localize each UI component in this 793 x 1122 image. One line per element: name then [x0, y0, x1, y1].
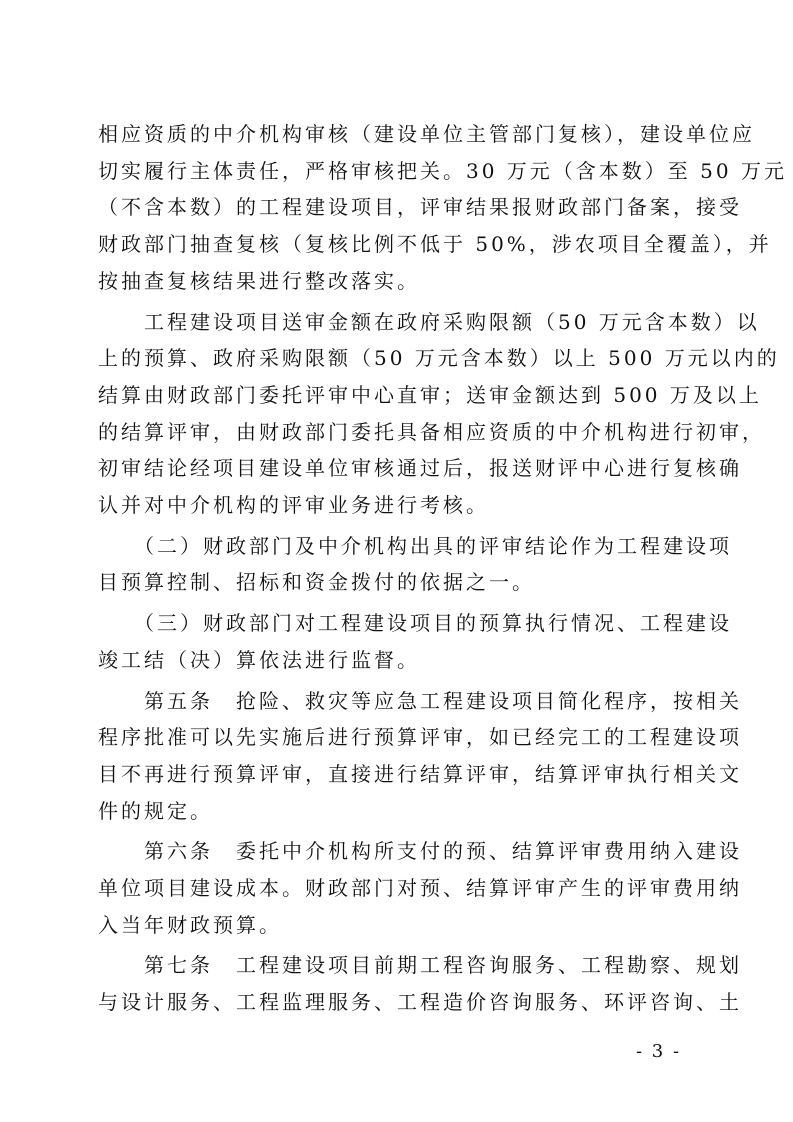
text-line: 目不再进行预算评审，直接进行结算评审，结算评审执行相关文 [98, 761, 742, 786]
text-line: （二）财政部门及中介机构出具的评审结论作为工程建设项 [98, 533, 732, 558]
text-line: 第六条 委托中介机构所支付的预、结算评审费用纳入建设 [98, 839, 742, 864]
document-body [98, 116, 787, 1025]
text-line: 上的预算、政府采购限额（50 万元含本数）以上 500 万元以内的 [98, 346, 780, 371]
paragraph-article-seven [98, 947, 742, 1020]
text-line: 竣工结（决）算依法进行监督。 [98, 647, 420, 672]
text-line: 单位项目建设成本。财政部门对预、结算评审产生的评审费用纳 [98, 876, 742, 901]
text-line: 相应资质的中介机构审核（建设单位主管部门复核），建设单位应 [98, 122, 755, 146]
text-line: （三）财政部门对工程建设项目的预算执行情况、工程建设 [98, 611, 732, 636]
text-line: 初审结论经项目建设单位审核通过后，报送财评中心进行复核确 [98, 456, 742, 481]
paragraph-item-two [98, 528, 732, 601]
paragraph-review-amount [98, 304, 780, 524]
text-line: 工程建设项目送审金额在政府采购限额（50 万元含本数）以 [98, 309, 760, 334]
text-line: 入当年财政预算。 [98, 912, 282, 937]
text-line: （不含本数）的工程建设项目，评审结果报财政部门备案，接受 [98, 195, 742, 220]
text-line: 程序批准可以先实施后进行预算评审，如已经完工的工程建设项 [98, 725, 742, 750]
text-line: 结算由财政部门委托评审中心直审；送审金额达到 500 万及以上 [98, 382, 762, 407]
text-line: 的结算评审，由财政部门委托具备相应资质的中介机构进行初审， [98, 419, 765, 444]
paragraph-article-six [98, 833, 742, 943]
text-line: 目预算控制、招标和资金拨付的依据之一。 [98, 570, 535, 595]
text-line: 件的规定。 [98, 798, 213, 823]
text-line: 财政部门抽查复核（复核比例不低于 50%，涉农项目全覆盖），并 [98, 232, 772, 257]
page-number: - 3 - [636, 1041, 682, 1062]
text-line: 第五条 抢险、救灾等应急工程建设项目简化程序，按相关 [98, 688, 742, 713]
paragraph-article-five [98, 683, 742, 830]
text-line: 按抽查复核结果进行整改落实。 [98, 268, 420, 293]
text-line: 与设计服务、工程监理服务、工程造价咨询服务、环评咨询、土 [98, 990, 742, 1015]
paragraph-item-three [98, 605, 732, 678]
text-line: 第七条 工程建设项目前期工程咨询服务、工程勘察、规划 [98, 953, 742, 978]
text-line: 认并对中介机构的评审业务进行考核。 [98, 493, 489, 518]
text-line: 切实履行主体责任，严格审核把关。30 万元（含本数）至 50 万元 [98, 158, 787, 183]
paragraph-continuation [98, 116, 787, 300]
